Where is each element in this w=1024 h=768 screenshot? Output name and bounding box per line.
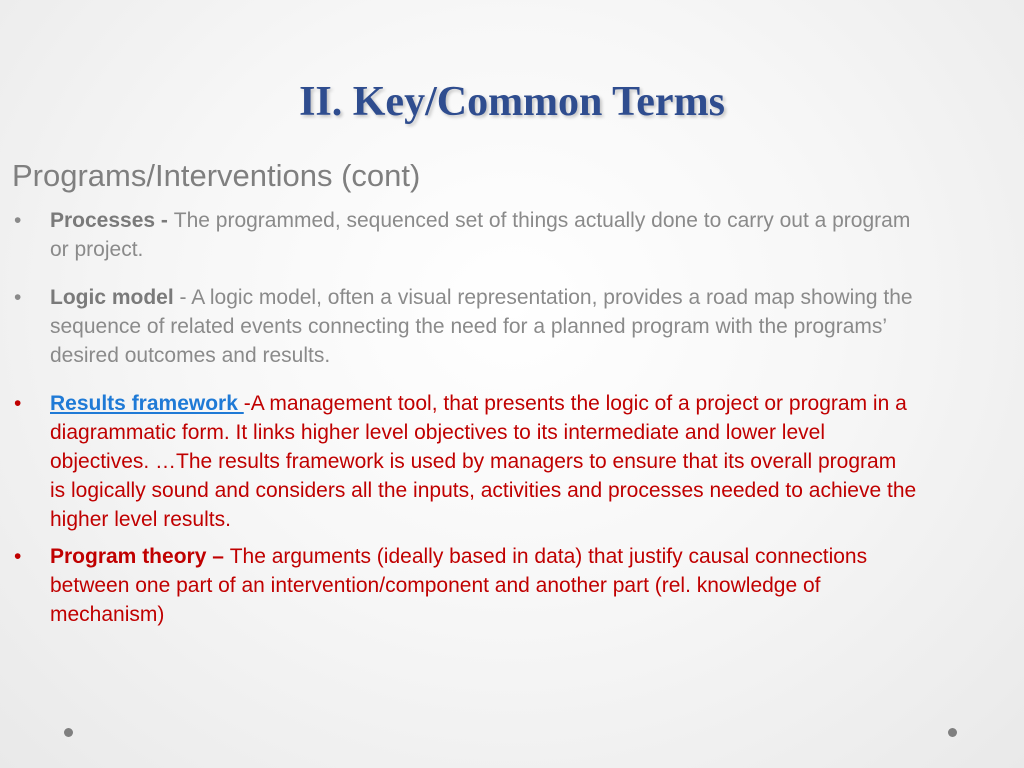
term-program-theory: Program theory – <box>50 545 230 568</box>
bullet-processes <box>12 206 917 264</box>
definition-logic-model: - A logic model, often a visual representation, provides a road map showing the sequence of related events connecting the need for a planned program with the programs’ desired outcomes and results. <box>50 286 913 367</box>
decorative-dot-right <box>948 728 957 737</box>
bullet-marker: • <box>14 209 22 232</box>
bullet-marker: • <box>14 286 22 309</box>
bullet-list <box>12 206 917 629</box>
definition-processes: The programmed, sequenced set of things actually done to carry out a program or project. <box>50 209 911 261</box>
bullet-marker: • <box>14 392 22 415</box>
decorative-dot-left <box>64 728 73 737</box>
definition-results-framework: -A management tool, that presents the logic of a project or program in a diagrammatic form. It links higher level objectives to its intermediate and lower level objectives. …The results framework is used by managers to ensure that its overall program is logically sound and considers all the inputs, activities and processes needed to achieve the higher level results. <box>50 392 917 531</box>
term-logic-model: Logic model <box>50 286 174 309</box>
slide-title: II. Key/Common Terms <box>299 79 725 125</box>
definition-program-theory: The arguments (ideally based in data) that justify causal connections between one part of an intervention/component and another part (rel. knowledge of mechanism) <box>50 545 868 626</box>
bullet-results-framework <box>12 389 917 534</box>
bullet-program-theory <box>12 542 917 629</box>
bullet-logic-model <box>12 283 917 370</box>
slide-subtitle: Programs/Interventions (cont) <box>12 158 421 193</box>
results-framework-link[interactable]: Results framework <box>50 392 244 415</box>
bullet-marker: • <box>14 545 22 568</box>
term-processes: Processes - <box>50 209 174 232</box>
